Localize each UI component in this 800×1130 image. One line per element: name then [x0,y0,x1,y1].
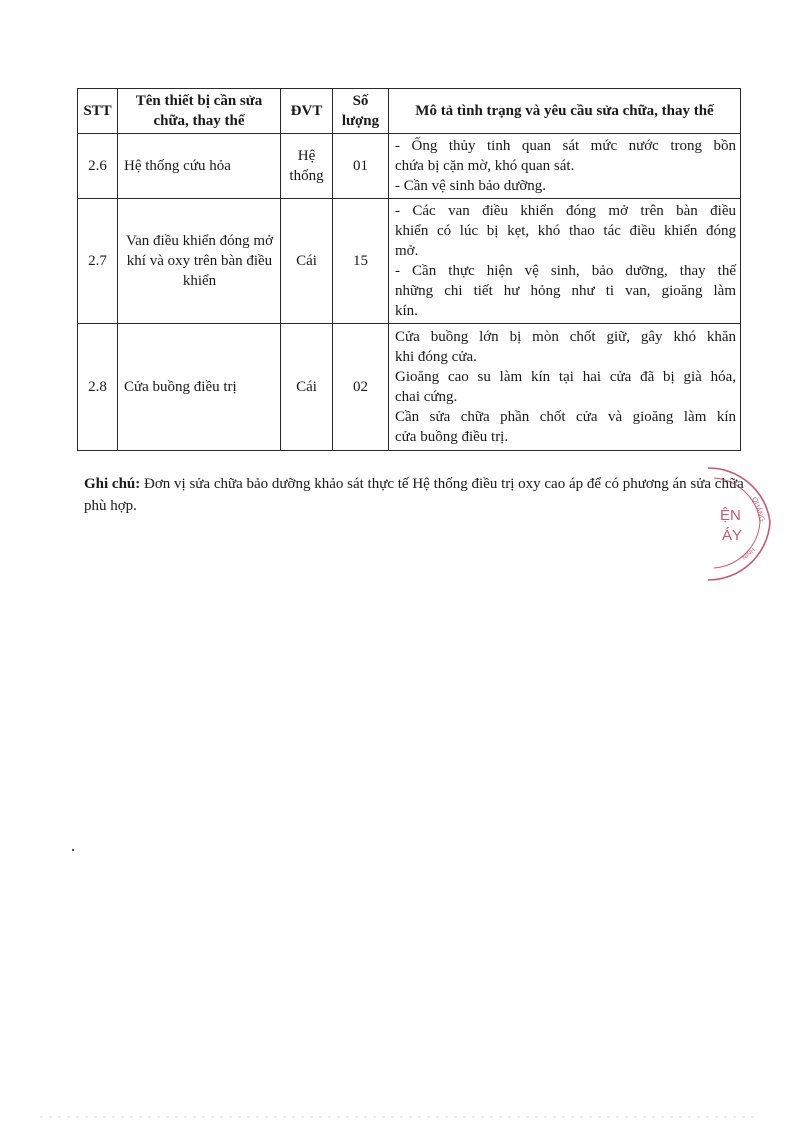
desc-line: - Cần vệ sinh bảo dưỡng. [395,178,547,194]
header-name: Tên thiết bị cần sửa chữa, thay thế [118,89,281,134]
stamp-text: QUẢNG [750,496,766,523]
repair-items-table [77,88,741,451]
desc-line: Cần sửa chữa phần chốt cửa và gioăng làm kín [395,409,736,425]
row-stt: 2.6 [78,134,118,199]
header-desc: Mô tả tình trạng và yêu cầu sửa chữa, thay thế [389,89,741,134]
note-text: Đơn vị sửa chữa bảo dưỡng khảo sát thực tế Hệ thống điều trị oxy cao áp để có phương án sửa chữa phù hợp. [84,476,744,514]
desc-line: - Các van điều khiển đóng mở trên bàn điều [395,203,736,219]
desc-line: Gioăng cao su làm kín tại hai cửa đã bị già hóa, [395,369,736,385]
table-row [78,324,741,451]
official-stamp-fragment [700,462,800,587]
row-stt: 2.8 [78,324,118,451]
desc-line: khi đóng cửa. [395,349,477,365]
row-name: Cửa buồng điều trị [118,324,281,451]
row-qty: 15 [333,199,389,324]
header-stt: STT [78,89,118,134]
desc-line: Cửa buồng lớn bị mòn chốt giữ, gây khó khăn [395,329,736,345]
desc-line: khiển có lúc bị kẹt, khó thao tác điều khiển đóng [395,223,736,239]
table-row [78,199,741,324]
note-label: Ghi chú: [84,476,141,492]
header-qty: Số lượng [333,89,389,134]
table-row [78,134,741,199]
scan-edge-smudge [40,1114,760,1120]
row-qty: 01 [333,134,389,199]
desc-line: chai cứng. [395,389,458,405]
row-qty: 02 [333,324,389,451]
desc-line: cửa buồng điều trị. [395,429,509,445]
row-stt: 2.7 [78,199,118,324]
stamp-text: NINH [741,547,757,562]
row-unit: Cái [281,324,333,451]
desc-line: chứa bị cặn mờ, khó quan sát. [395,158,575,174]
row-name: Hệ thống cứu hỏa [118,134,281,199]
desc-line: kín. [395,303,418,319]
desc-line: - Cần thực hiện vệ sinh, bảo dưỡng, thay thế [395,263,736,279]
row-unit: Hệ thống [281,134,333,199]
header-unit: ĐVT [281,89,333,134]
note-paragraph [84,473,756,517]
desc-line: mở. [395,243,419,259]
desc-line: - Ống thủy tinh quan sát mức nước trong bồn [395,138,736,154]
row-name: Van điều khiển đóng mở khí và oxy trên bàn điều khiển [118,199,281,324]
table-header-row [78,89,741,134]
stamp-text: ỆN [720,507,741,524]
row-desc [389,324,741,451]
stamp-text: ÁY [722,527,743,544]
row-unit: Cái [281,199,333,324]
desc-line: những chi tiết hư hỏng như ti van, gioăng làm [395,283,736,299]
row-desc [389,199,741,324]
row-desc [389,134,741,199]
scan-speck [72,849,74,851]
